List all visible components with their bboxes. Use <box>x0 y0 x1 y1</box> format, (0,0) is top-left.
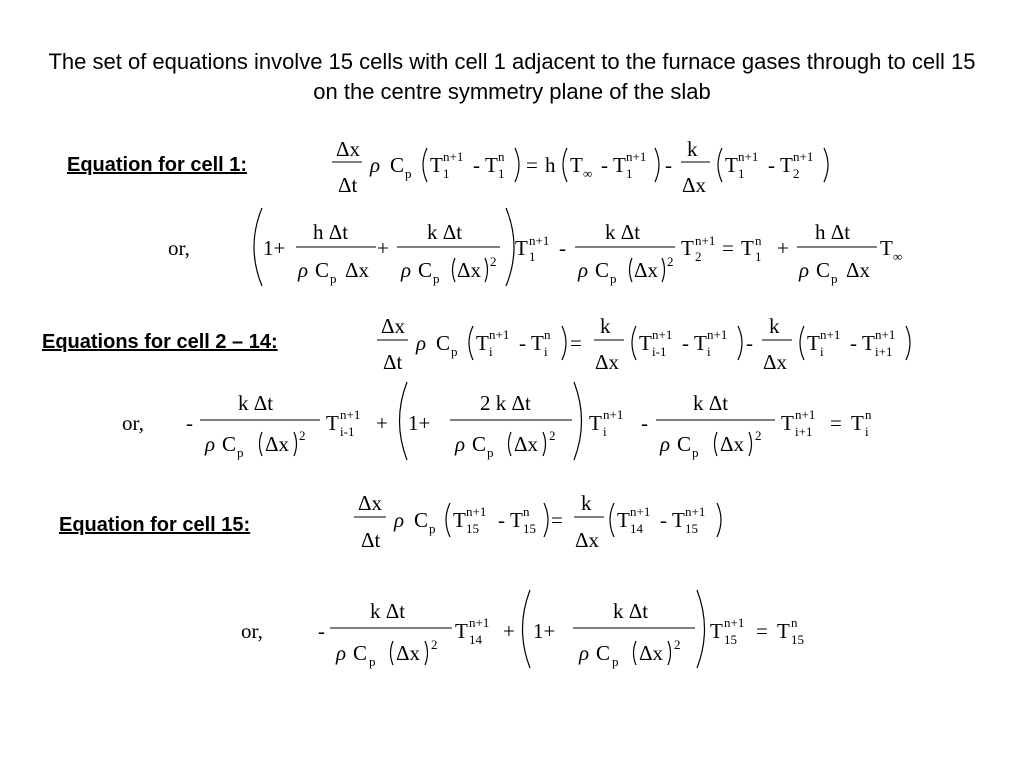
svg-text:-: - <box>519 331 526 355</box>
svg-text:i: i <box>489 344 493 359</box>
svg-text:Δt: Δt <box>383 350 403 374</box>
svg-text:Δx: Δx <box>345 258 370 282</box>
svg-text:-: - <box>559 236 566 260</box>
svg-text:C: C <box>418 258 433 282</box>
svg-text:p: p <box>451 344 458 359</box>
svg-text:2: 2 <box>549 428 556 443</box>
svg-text:i: i <box>544 344 548 359</box>
svg-text:i+1: i+1 <box>875 344 893 359</box>
svg-text:k: k <box>769 314 780 338</box>
svg-text:n+1: n+1 <box>603 407 624 422</box>
svg-text:2: 2 <box>490 254 497 269</box>
svg-text:p: p <box>330 271 337 286</box>
svg-text:k Δt: k Δt <box>370 599 406 623</box>
svg-text:-: - <box>498 508 505 532</box>
svg-text:-: - <box>660 508 667 532</box>
svg-text:n+1: n+1 <box>820 327 841 342</box>
svg-text:k Δt: k Δt <box>238 391 274 415</box>
svg-text:=: = <box>551 508 563 532</box>
svg-text:p: p <box>369 654 376 669</box>
svg-text:-: - <box>318 619 325 643</box>
or-label: or, <box>241 619 263 643</box>
svg-text:k: k <box>687 137 698 161</box>
svg-text:ρ: ρ <box>455 432 466 456</box>
or-label: or, <box>168 236 190 260</box>
svg-text:k Δt: k Δt <box>605 220 641 244</box>
label-cell-15: Equation for cell 15: <box>59 514 251 536</box>
svg-text:C: C <box>414 508 429 532</box>
svg-text:=: = <box>570 331 582 355</box>
svg-text:n+1: n+1 <box>738 149 759 164</box>
svg-text:ρ: ρ <box>394 508 405 532</box>
svg-text:-: - <box>186 411 193 435</box>
svg-text:ρ: ρ <box>660 432 671 456</box>
svg-text:n+1: n+1 <box>707 327 728 342</box>
svg-text:=: = <box>756 619 768 643</box>
svg-text:1: 1 <box>443 166 450 181</box>
svg-text:T: T <box>570 153 583 177</box>
svg-text:n+1: n+1 <box>875 327 896 342</box>
svg-text:n: n <box>865 407 872 422</box>
svg-text:ρ: ρ <box>578 258 589 282</box>
svg-text:i-1: i-1 <box>652 344 667 359</box>
svg-text:p: p <box>612 654 619 669</box>
svg-text:n: n <box>544 327 551 342</box>
svg-text:p: p <box>405 166 412 181</box>
svg-text:+: + <box>376 411 388 435</box>
svg-text:i-1: i-1 <box>340 424 355 439</box>
svg-text:1: 1 <box>738 166 745 181</box>
svg-text:=: = <box>722 236 734 260</box>
svg-text:T: T <box>672 508 685 532</box>
svg-text:k Δt: k Δt <box>693 391 729 415</box>
svg-text:k Δt: k Δt <box>427 220 463 244</box>
svg-text:15: 15 <box>466 521 479 536</box>
svg-text:Δx: Δx <box>381 314 406 338</box>
svg-text:15: 15 <box>791 632 804 647</box>
svg-text:∞: ∞ <box>583 166 593 181</box>
svg-text:i: i <box>865 424 869 439</box>
svg-text:T: T <box>430 153 443 177</box>
svg-text:15: 15 <box>523 521 536 536</box>
svg-text:T: T <box>326 411 339 435</box>
svg-text:T: T <box>880 236 893 260</box>
svg-text:ρ: ρ <box>401 258 412 282</box>
svg-text:ρ: ρ <box>579 641 590 665</box>
svg-text:ρ: ρ <box>799 258 810 282</box>
svg-text:2: 2 <box>793 166 800 181</box>
label-cell-1: Equation for cell 1: <box>67 154 248 176</box>
svg-text:n+1: n+1 <box>469 615 490 630</box>
svg-text:C: C <box>596 641 611 665</box>
svg-text:T: T <box>741 236 754 260</box>
svg-text:T: T <box>851 411 864 435</box>
svg-text:ρ: ρ <box>416 331 427 355</box>
svg-text:T: T <box>476 331 489 355</box>
svg-text:T: T <box>862 331 875 355</box>
svg-text:ρ: ρ <box>205 432 216 456</box>
svg-text:T: T <box>780 153 793 177</box>
svg-text:14: 14 <box>630 521 643 536</box>
svg-text:2: 2 <box>299 428 306 443</box>
svg-text:n+1: n+1 <box>630 504 651 519</box>
svg-text:n+1: n+1 <box>489 327 510 342</box>
svg-text:C: C <box>436 331 451 355</box>
svg-text:Δt: Δt <box>338 173 358 197</box>
svg-text:p: p <box>433 271 440 286</box>
svg-text:Δx: Δx <box>846 258 871 282</box>
svg-text:p: p <box>487 445 494 460</box>
svg-text:h Δt: h Δt <box>313 220 349 244</box>
svg-text:T: T <box>453 508 466 532</box>
svg-text:p: p <box>692 445 699 460</box>
svg-text:ρ: ρ <box>298 258 309 282</box>
svg-text:T: T <box>807 331 820 355</box>
svg-text:Δt: Δt <box>361 528 381 552</box>
svg-text:1+: 1+ <box>263 236 286 260</box>
svg-text:T: T <box>510 508 523 532</box>
svg-text:n+1: n+1 <box>529 233 550 248</box>
svg-text:ρ: ρ <box>336 641 347 665</box>
svg-text:n+1: n+1 <box>652 327 673 342</box>
svg-text:C: C <box>353 641 368 665</box>
svg-text:-: - <box>850 331 857 355</box>
svg-text:T: T <box>777 619 790 643</box>
svg-text:1: 1 <box>498 166 505 181</box>
svg-text:+: + <box>777 236 789 260</box>
svg-text:C: C <box>677 432 692 456</box>
svg-text:T: T <box>681 236 694 260</box>
svg-text:2: 2 <box>674 637 681 652</box>
svg-text:T: T <box>613 153 626 177</box>
svg-text:T: T <box>589 411 602 435</box>
intro-text: The set of equations involve 15 cells with cell 1 adjacent to the furnace gases through to cell 15 on the centre symmetry plane of the slab <box>48 49 976 104</box>
svg-text:∞: ∞ <box>893 249 903 264</box>
svg-text:T: T <box>725 153 738 177</box>
svg-text:+: + <box>503 619 515 643</box>
svg-text:i: i <box>603 424 607 439</box>
svg-text:1: 1 <box>529 249 536 264</box>
svg-text:-: - <box>682 331 689 355</box>
svg-text:n+1: n+1 <box>443 149 464 164</box>
svg-text:p: p <box>237 445 244 460</box>
svg-text:-: - <box>641 411 648 435</box>
svg-text:1+: 1+ <box>408 411 431 435</box>
svg-text:T: T <box>515 236 528 260</box>
svg-text:C: C <box>390 153 405 177</box>
svg-text:n: n <box>755 233 762 248</box>
svg-text:1: 1 <box>626 166 633 181</box>
svg-text:C: C <box>222 432 237 456</box>
svg-text:k: k <box>581 491 592 515</box>
svg-text:15: 15 <box>724 632 737 647</box>
svg-text:n+1: n+1 <box>793 149 814 164</box>
svg-text:-: - <box>665 153 672 177</box>
svg-text:-: - <box>473 153 480 177</box>
svg-text:n+1: n+1 <box>340 407 361 422</box>
svg-text:i: i <box>820 344 824 359</box>
svg-text:1+: 1+ <box>533 619 556 643</box>
svg-text:C: C <box>595 258 610 282</box>
svg-text:Δx: Δx <box>396 641 421 665</box>
svg-text:n+1: n+1 <box>626 149 647 164</box>
svg-text:h Δt: h Δt <box>815 220 851 244</box>
svg-text:n: n <box>523 504 530 519</box>
svg-text:T: T <box>694 331 707 355</box>
svg-text:n+1: n+1 <box>795 407 816 422</box>
or-label: or, <box>122 411 144 435</box>
svg-text:C: C <box>472 432 487 456</box>
svg-text:T: T <box>485 153 498 177</box>
svg-text:Δx: Δx <box>639 641 664 665</box>
svg-text:Δx: Δx <box>575 528 600 552</box>
svg-text:Δx: Δx <box>265 432 290 456</box>
svg-text:p: p <box>610 271 617 286</box>
svg-text:T: T <box>617 508 630 532</box>
svg-text:h: h <box>545 153 556 177</box>
svg-text:2: 2 <box>667 254 674 269</box>
svg-text:=: = <box>830 411 842 435</box>
svg-text:T: T <box>781 411 794 435</box>
svg-text:n+1: n+1 <box>724 615 745 630</box>
svg-text:Δx: Δx <box>358 491 383 515</box>
svg-text:Δx: Δx <box>682 173 707 197</box>
svg-text:-: - <box>768 153 775 177</box>
svg-text:1: 1 <box>755 249 762 264</box>
svg-text:=: = <box>526 153 538 177</box>
svg-text:2: 2 <box>695 249 702 264</box>
svg-text:k Δt: k Δt <box>613 599 649 623</box>
svg-text:Δx: Δx <box>514 432 539 456</box>
svg-text:T: T <box>455 619 468 643</box>
svg-text:Δx: Δx <box>336 137 361 161</box>
svg-text:i+1: i+1 <box>795 424 813 439</box>
svg-text:n: n <box>498 149 505 164</box>
svg-text:C: C <box>315 258 330 282</box>
svg-text:+: + <box>377 236 389 260</box>
svg-text:Δx: Δx <box>763 350 788 374</box>
svg-text:n+1: n+1 <box>466 504 487 519</box>
svg-text:Δx: Δx <box>720 432 745 456</box>
svg-text:15: 15 <box>685 521 698 536</box>
svg-text:2: 2 <box>755 428 762 443</box>
svg-text:p: p <box>831 271 838 286</box>
svg-text:T: T <box>531 331 544 355</box>
svg-text:i: i <box>707 344 711 359</box>
svg-text:Δx: Δx <box>457 258 482 282</box>
svg-text:ρ: ρ <box>370 153 381 177</box>
svg-text:Δx: Δx <box>634 258 659 282</box>
svg-text:Δx: Δx <box>595 350 620 374</box>
svg-text:-: - <box>601 153 608 177</box>
svg-text:-: - <box>746 331 753 355</box>
svg-text:2 k Δt: 2 k Δt <box>480 391 531 415</box>
svg-text:p: p <box>429 521 436 536</box>
svg-text:T: T <box>639 331 652 355</box>
svg-text:n+1: n+1 <box>685 504 706 519</box>
svg-text:n: n <box>791 615 798 630</box>
svg-text:C: C <box>816 258 831 282</box>
svg-text:14: 14 <box>469 632 482 647</box>
svg-text:T: T <box>710 619 723 643</box>
svg-text:n+1: n+1 <box>695 233 716 248</box>
label-cells-2-14: Equations for cell 2 – 14: <box>42 331 278 353</box>
svg-text:2: 2 <box>431 637 438 652</box>
svg-text:k: k <box>600 314 611 338</box>
